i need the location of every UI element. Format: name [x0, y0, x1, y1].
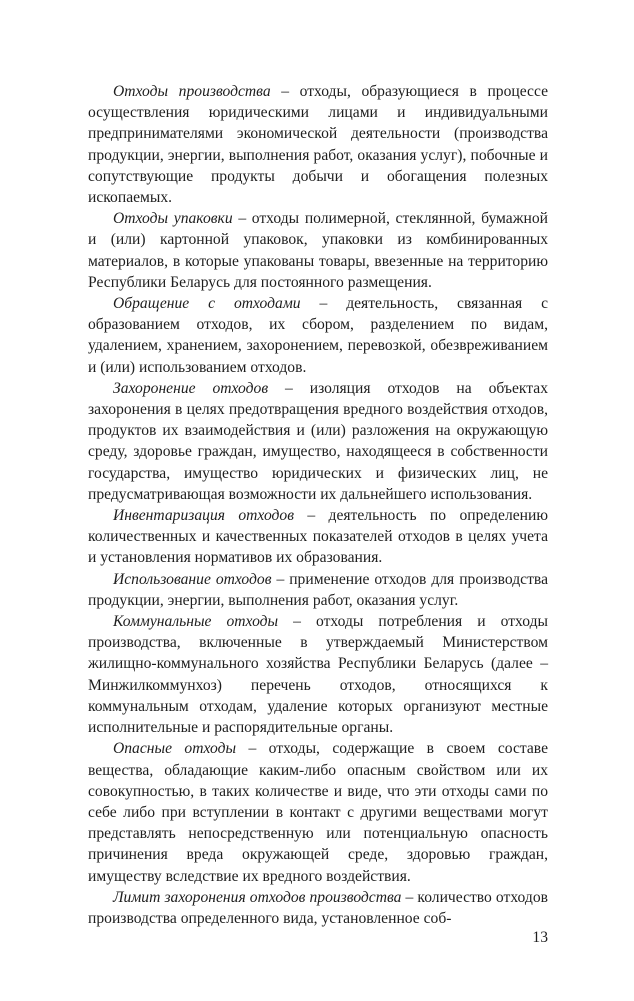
definition-text: – изоляция отходов на объектах захоронения в целях предотвращения вредного воздействия отходов, продуктов их взаимодействия и (или) разложения на окружающую среду, здоровье граждан, имущество, находящееся в собственности государства, имущество юридических и физических лиц, не предусматривающая возможности их дальнейшего использования.: [88, 379, 548, 503]
definition-paragraph: [88, 293, 548, 378]
definition-term: Инвентаризация отходов: [113, 507, 294, 525]
definition-paragraph: [88, 81, 548, 208]
definition-text: – деятельность по определению количественных и качественных показателей отходов в целях учета и установления нормативов их образования.: [88, 507, 548, 567]
definition-text: – деятельность, связанная с образованием отходов, их сбором, разделением по видам, удалением, хранением, захоронением, перевозкой, обезвреживанием и (или) использованием отходов.: [88, 295, 548, 376]
definition-text: – количество отходов производства определенного вида, установленное соб-: [88, 888, 548, 927]
definition-text: – отходы полимерной, стеклянной, бумажной и (или) картонной упаковок, упаковки из комбинированных материалов, в которые упакованы товары, ввезенные на территорию Республики Беларусь для постоянного размещения.: [88, 210, 548, 291]
definition-term: Обращение с отходами: [113, 295, 301, 313]
page-number: 13: [532, 929, 548, 946]
definition-paragraph: [88, 611, 548, 738]
definition-term: Использование отходов: [113, 570, 272, 588]
definition-term: Отходы упаковки: [113, 210, 233, 228]
definition-text: – отходы потребления и отходы производства, включенные в утверждаемый Министерством жилищно-коммунального хозяйства Республики Беларусь (далее – Минжилкоммунхоз) перечень отходов, относящихся к коммунальным отходам, удаление которых организуют местные исполнительные и распорядительные органы.: [88, 613, 549, 737]
definition-paragraph: [88, 569, 548, 611]
definition-text: – применение отходов для производства продукции, энергии, выполнения работ, оказания услуг.: [88, 570, 548, 609]
definition-term: Опасные отходы: [113, 740, 237, 758]
definition-text: – отходы, содержащие в своем составе вещества, обладающие каким-либо опасным свойством или их совокупностью, в таких количестве и виде, что эти отходы сами по себе либо при вступлении в контакт с другими веществами могут представлять непосредственную или потенциальную опасность причинения вреда окружающей среде, здоровью граждан, имуществу вследствие их вредного воздействия.: [88, 740, 548, 885]
definition-term: Захоронение отходов: [113, 379, 269, 397]
definition-paragraph: [88, 378, 548, 505]
definition-term: Лимит захоронения отходов производства: [113, 888, 402, 906]
body-text: [88, 81, 548, 929]
definition-paragraph: [88, 208, 548, 293]
definition-paragraph: [88, 505, 548, 569]
definition-paragraph: [88, 738, 548, 886]
definition-term: Отходы производства: [113, 83, 271, 100]
definition-paragraph: [88, 887, 548, 929]
definition-term: Коммунальные отходы: [113, 613, 279, 631]
definition-text: – отходы, образующиеся в процессе осуществления юридическими лицами и индивидуальными предпринимателями экономической деятельности (производства продукции, энергии, выполнения работ, оказания услуг), побочные и сопутствующие продукты добычи и обогащения полезных ископаемых.: [88, 83, 549, 207]
